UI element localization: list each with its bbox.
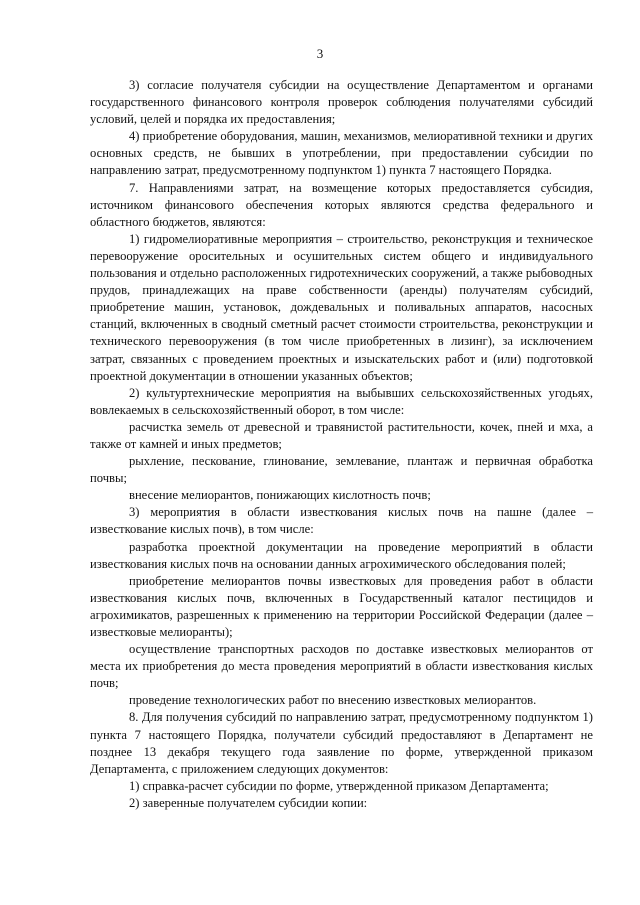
paragraph-lime-purchase: приобретение мелиорантов почвы известковых для проведения работ в области известкования кислых почв, включенных в Государственный каталог пестицидов и агрохимикатов, разрешенных к применению на территории Российской Федерации (далее – известковые мелиоранты); <box>90 573 593 639</box>
document-body <box>90 77 593 812</box>
paragraph-section-8: 8. Для получения субсидий по направлению затрат, предусмотренному подпунктом 1) пункта 7 настоящего Порядка, получатели субсидий предоставляют в Департамент не позднее 13 декабря текущего года заявление по форме, утвержденной приказом Департамента, с приложением следующих документов: <box>90 710 593 776</box>
paragraph-culturtechnical: 2) культуртехнические мероприятия на выбывших сельскохозяйственных угодьях, вовлекаемых в сельскохозяйственный оборот, в том числе: <box>90 385 593 417</box>
paragraph-tech-works: проведение технологических работ по внесению известковых мелиорантов. <box>129 693 537 708</box>
page-number: 3 <box>316 46 324 61</box>
paragraph-ameliorants: внесение мелиорантов, понижающих кислотность почв; <box>129 488 431 503</box>
paragraph-project-docs: разработка проектной документации на проведение мероприятий в области известкования кислых почв на основании данных агрохимического обследования полей; <box>90 539 593 571</box>
paragraph-consent: 3) согласие получателя субсидии на осуществление Департаментом и органами государственного финансового контроля проверок соблюдения получателями субсидий условий, целей и порядка их предоставления; <box>90 78 593 127</box>
paragraph-calc-certificate: 1) справка-расчет субсидии по форме, утвержденной приказом Департамента; <box>129 778 549 793</box>
paragraph-section-7: 7. Направлениями затрат, на возмещение которых предоставляется субсидия, источником финансового обеспечения которых являются средства федерального и областного бюджетов, являются: <box>90 180 593 229</box>
paragraph-hydromelioration: 1) гидромелиоративные мероприятия – строительство, реконструкция и техническое перевооружение оросительных и осушительных систем общего и индивидуального пользования и отдельно расположенных гидротехнических сооружений, а также рыбоводных прудов, принадлежащих на праве собственности (аренды) получателям субсидий, приобретение машин, установок, дождевальных и поливальных аппаратов, насосных станций, включенных в сводный сметный расчет стоимости строительства, реконструкции и технического перевооружения (в том числе приобретенных в лизинг), за исключением затрат, связанных с проведением проектных и изыскательских работ и (или) подготовкой проектной документации в отношении указанных объектов; <box>90 231 593 383</box>
paragraph-liming: 3) мероприятия в области известкования кислых почв на пашне (далее – известкование кислых почв), в том числе: <box>90 505 593 537</box>
paragraph-equipment-purchase: 4) приобретение оборудования, машин, механизмов, мелиоративной техники и других основных средств, не бывших в употреблении, при предоставлении субсидии по направлению затрат, предусмотренному подпунктом 1) пункта 7 настоящего Порядка. <box>90 129 593 178</box>
paragraph-transport: осуществление транспортных расходов по доставке известковых мелиорантов от места их приобретения до места проведения мероприятий в области известкования кислых почв; <box>90 642 593 691</box>
paragraph-land-clearing: расчистка земель от древесной и травянистой растительности, кочек, пней и мха, а также от камней и иных предметов; <box>90 419 593 451</box>
paragraph-soil-treatment: рыхление, пескование, глинование, землевание, плантаж и первичная обработка почвы; <box>90 454 593 486</box>
paragraph-certified-copies: 2) заверенные получателем субсидии копии: <box>129 795 368 810</box>
